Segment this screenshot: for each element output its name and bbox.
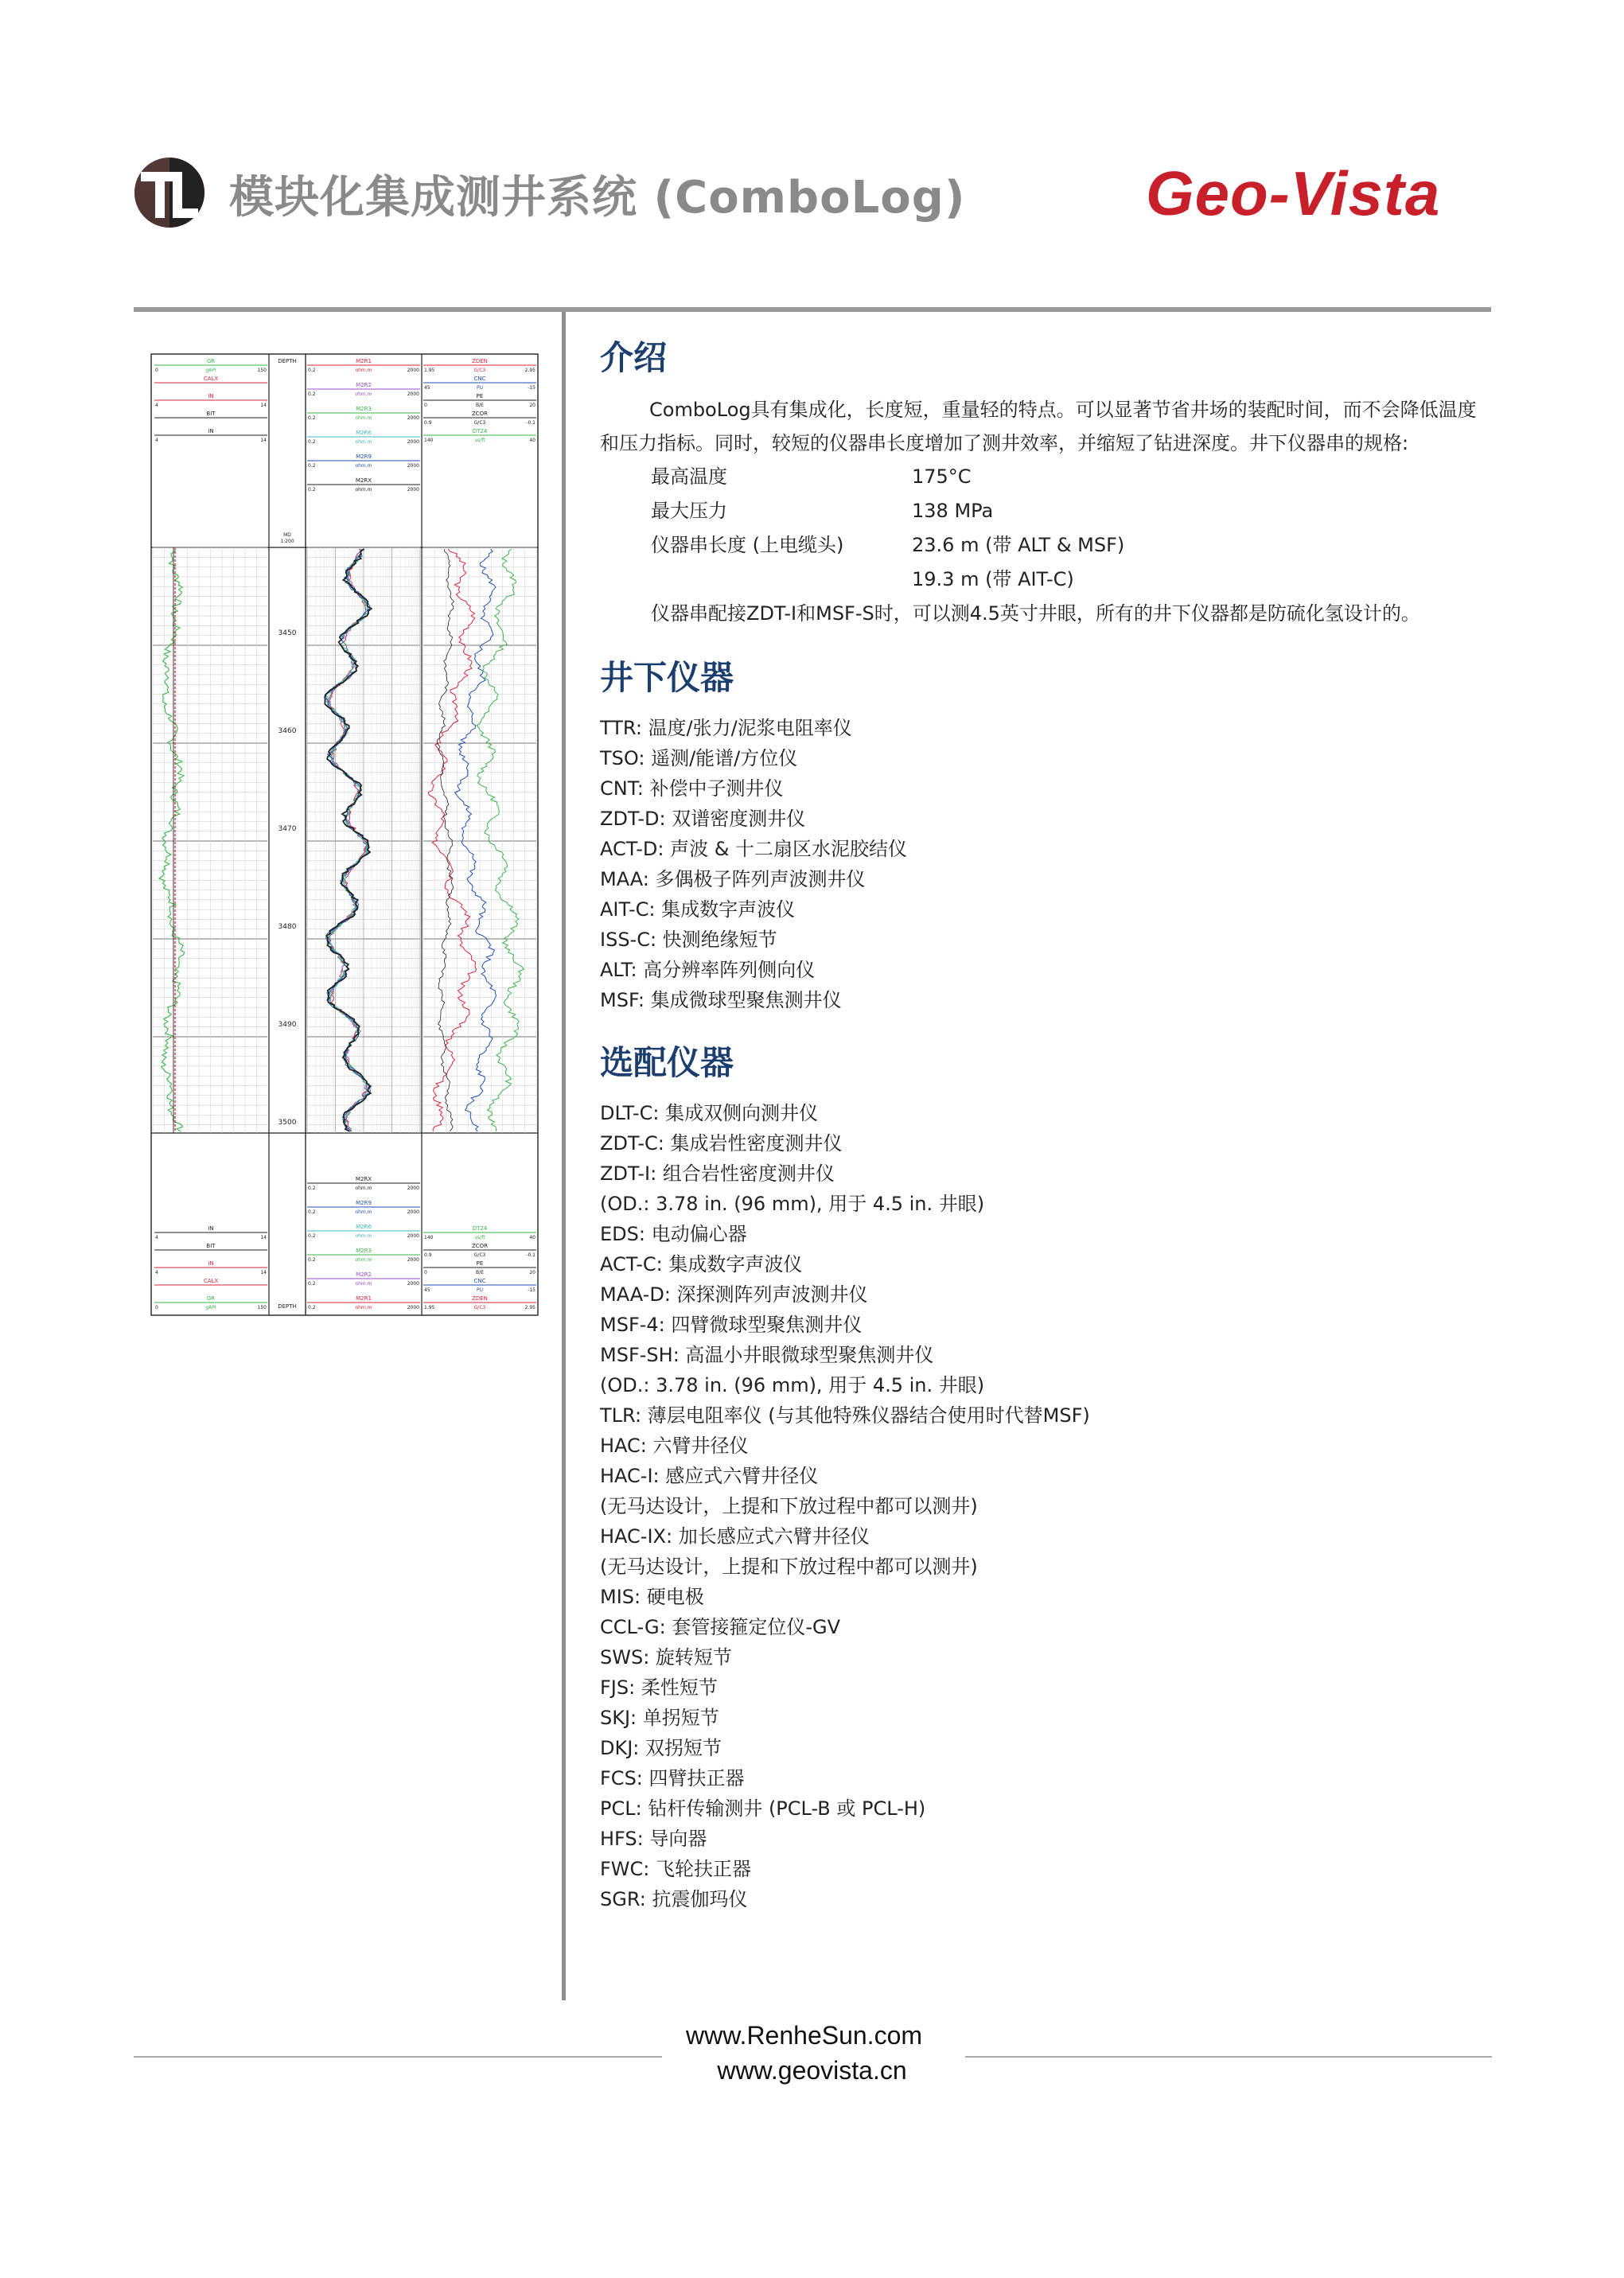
curve-unit: ohm.m	[355, 463, 372, 469]
curve-max: 40	[529, 1235, 535, 1240]
curve-unit: gAPI	[205, 368, 216, 373]
list-item: ISS-C: 快测绝缘短节	[600, 929, 777, 951]
curve-unit: G/C3	[473, 1305, 486, 1310]
list-item: DLT-C: 集成双侧向测井仪	[600, 1102, 819, 1124]
curve-min: 4	[155, 438, 158, 443]
curve-max: 2.95	[524, 368, 535, 373]
list-item: TLR: 薄层电阻率仪 (与其他特殊仪器结合使用时代替MSF)	[600, 1404, 1090, 1427]
curve-max: 14	[260, 1270, 267, 1275]
list-item: (无马达设计，上提和下放过程中都可以测井)	[600, 1495, 978, 1517]
curve-name: M2R3	[356, 406, 372, 412]
log-curve	[437, 549, 454, 1131]
downhole-heading: 井下仪器	[600, 658, 734, 697]
curve-min: 1.95	[424, 368, 435, 373]
curve-unit: G/C3	[473, 420, 486, 426]
curve-name: GR	[206, 1295, 216, 1302]
spec-row: 19.3 m (带 AIT-C)	[912, 568, 1074, 590]
list-item: AIT-C: 集成数字声波仪	[600, 898, 796, 921]
curve-min: 4	[155, 1235, 158, 1240]
curve-min: 45	[424, 385, 430, 391]
depth-tick-label: 3470	[278, 825, 297, 833]
list-item: PCL: 钻杆传输测井 (PCL-B 或 PCL-H)	[600, 1797, 926, 1820]
downhole-list	[600, 713, 1491, 1015]
depth-tick-label: 3460	[278, 727, 297, 735]
curve-unit: PU	[476, 385, 484, 391]
log-curve	[326, 549, 368, 1131]
curve-max: 20	[529, 1270, 535, 1275]
curve-unit: ohm.m	[355, 1233, 372, 1239]
curve-name: DT24	[472, 1225, 488, 1232]
curve-name: CALX	[203, 376, 219, 382]
log-curve	[455, 549, 497, 1131]
curve-max: 150	[257, 1305, 267, 1310]
curve-min: 0.2	[308, 368, 316, 373]
main-content	[600, 334, 1491, 1914]
curve-name: M2R6	[356, 430, 372, 436]
well-log-figure	[150, 353, 539, 1316]
curve-name: CALX	[203, 1278, 219, 1284]
curve-min: 0.2	[308, 439, 316, 445]
curve-max: 2000	[407, 463, 419, 469]
list-item: (OD.: 3.78 in. (96 mm), 用于 4.5 in. 井眼)	[600, 1193, 985, 1215]
curve-min: 0	[155, 368, 158, 373]
scale-label: 1:200	[280, 539, 294, 544]
list-item: SWS: 旋转短节	[600, 1646, 732, 1669]
list-item: MSF-SH: 高温小井眼微球型聚焦测井仪	[600, 1344, 934, 1366]
curve-min: 0.2	[308, 1257, 316, 1263]
curve-unit: ohm.m	[355, 1257, 372, 1263]
curve-min: 0.2	[308, 1281, 316, 1287]
footer-url-geovista[interactable]: www.geovista.cn	[717, 2056, 907, 2085]
curve-name: PE	[476, 393, 484, 399]
curve-min: 0	[424, 1270, 427, 1275]
curve-min: 1.95	[424, 1305, 435, 1310]
curve-min: 140	[424, 438, 434, 443]
depth-tick-label: 3500	[278, 1119, 297, 1127]
list-item: ZDT-D: 双谱密度测井仪	[600, 808, 806, 830]
list-item: MAA: 多偶极子阵列声波测井仪	[600, 868, 866, 890]
log-curve	[327, 549, 369, 1131]
curve-name: ZCOR	[471, 1243, 489, 1249]
page-title: 模块化集成测井系统 (ComboLog)	[229, 172, 966, 224]
list-item: ACT-C: 集成数字声波仪	[600, 1253, 803, 1275]
depth-tick-label: 3490	[278, 1021, 297, 1029]
curve-max: 2.95	[524, 1305, 535, 1310]
list-item: MSF-4: 四臂微球型聚焦测井仪	[600, 1314, 863, 1336]
curve-name: BIT	[206, 1243, 216, 1249]
curve-min: 0.9	[424, 420, 432, 426]
curve-unit: ohm.m	[355, 415, 372, 421]
curve-name: M2R2	[356, 1271, 372, 1278]
list-item: HAC-I: 感应式六臂井径仪	[600, 1465, 819, 1487]
curve-max: 2000	[407, 1257, 419, 1263]
curve-name: IN	[208, 1260, 214, 1267]
list-item: SKJ: 单拐短节	[600, 1707, 719, 1729]
curve-name: M2RX	[355, 1176, 372, 1182]
curve-min: 4	[155, 403, 158, 408]
curve-unit: G/C3	[473, 368, 486, 373]
curve-name: IN	[208, 393, 214, 399]
curve-max: 2000	[407, 391, 419, 397]
curve-max: -15	[528, 385, 535, 391]
curve-min: 0.2	[308, 1233, 316, 1239]
curve-max: 20	[529, 403, 535, 408]
curve-unit: ohm.m	[355, 1186, 372, 1191]
curve-name: M2R9	[356, 454, 372, 460]
curve-max: -0.1	[526, 1252, 535, 1258]
curve-min: 0	[424, 403, 427, 408]
curve-name: CNC	[473, 1278, 486, 1284]
curve-unit: ohm.m	[355, 487, 372, 493]
brand-logo-text: Geo-Vista	[1146, 158, 1441, 228]
curve-unit: ohm.m	[355, 1305, 372, 1310]
log-curve	[477, 549, 524, 1131]
list-item: ZDT-I: 组合岩性密度测井仪	[600, 1162, 835, 1185]
curve-name: M2R3	[356, 1248, 372, 1254]
curve-name: DT24	[472, 428, 488, 434]
list-item: TTR: 温度/张力/泥浆电阻率仪	[600, 717, 852, 739]
curve-max: -15	[528, 1287, 535, 1293]
curve-unit: ohm.m	[355, 1209, 372, 1215]
curve-max: 14	[260, 403, 267, 408]
curve-min: 0.2	[308, 463, 316, 469]
list-item: DKJ: 双拐短节	[600, 1737, 722, 1759]
curve-max: 2000	[407, 1186, 419, 1191]
curve-name: M2R1	[356, 1295, 372, 1302]
curve-name: GR	[206, 358, 216, 364]
curve-min: 0.9	[424, 1252, 432, 1258]
curve-max: 2000	[407, 1233, 419, 1239]
list-item: SGR: 抗震伽玛仪	[600, 1888, 748, 1910]
depth-tick-label: 3480	[278, 923, 297, 931]
curve-unit: ohm.m	[355, 1281, 372, 1287]
curve-min: 0.2	[308, 391, 316, 397]
optional-list	[600, 1098, 1491, 1914]
curve-max: 2000	[407, 1305, 419, 1310]
list-item: CCL-G: 套管接箍定位仪-GV	[600, 1616, 840, 1638]
curve-max: -0.1	[526, 420, 535, 426]
log-curve	[159, 549, 185, 1131]
list-item: ZDT-C: 集成岩性密度测井仪	[600, 1132, 843, 1155]
spec-row: 最大压力 138 MPa	[651, 500, 994, 522]
curve-name: M2R9	[356, 1200, 372, 1206]
spec-row: 仪器串长度 (上电缆头) 23.6 m (带 ALT & MSF)	[651, 534, 1125, 556]
curve-min: 140	[424, 1235, 434, 1240]
curve-max: 14	[260, 438, 267, 443]
curve-name: ZDEN	[472, 358, 488, 364]
curve-max: 2000	[407, 1209, 419, 1215]
list-item: (OD.: 3.78 in. (96 mm), 用于 4.5 in. 井眼)	[600, 1374, 985, 1396]
curve-min: 0	[155, 1305, 158, 1310]
curve-name: BIT	[206, 411, 216, 417]
list-item: ACT-D: 声波 & 十二扇区水泥胶结仪	[600, 838, 908, 860]
depth-header: DEPTH	[278, 358, 297, 364]
curve-max: 150	[257, 368, 267, 373]
curve-max: 2000	[407, 368, 419, 373]
curve-min: 0.2	[308, 487, 316, 493]
curve-name: PE	[476, 1260, 484, 1267]
list-item: FJS: 柔性短节	[600, 1676, 718, 1699]
list-item: MAA-D: 深探测阵列声波测井仪	[600, 1283, 868, 1306]
curve-unit: G/C3	[473, 1252, 486, 1258]
curve-max: 2000	[407, 415, 419, 421]
list-item: ALT: 高分辨率阵列侧向仪	[600, 959, 816, 981]
tl-circle-logo-icon	[133, 156, 206, 229]
list-item: CNT: 补偿中子测井仪	[600, 777, 784, 800]
curve-name: M2RX	[355, 477, 372, 484]
optional-heading: 选配仪器	[600, 1043, 734, 1082]
curve-unit: ohm.m	[355, 368, 372, 373]
curve-min: 0.2	[308, 415, 316, 421]
list-item: TSO: 遥测/能谱/方位仪	[600, 747, 798, 769]
spec-table	[600, 460, 1491, 597]
depth-tick-label: 3450	[278, 629, 297, 637]
curve-max: 14	[260, 1235, 267, 1240]
list-item: FCS: 四臂扶正器	[600, 1767, 745, 1789]
curve-name: M2R2	[356, 382, 372, 388]
curve-name: M2R6	[356, 1224, 372, 1230]
curve-unit: ohm.m	[355, 439, 372, 445]
curve-unit: us/ft	[474, 438, 485, 443]
curve-min: 0.2	[308, 1186, 316, 1191]
curve-unit: ohm.m	[355, 391, 372, 397]
curve-unit: PU	[476, 1287, 484, 1293]
curve-name: M2R1	[356, 358, 372, 364]
list-item: MSF: 集成微球型聚焦测井仪	[600, 989, 842, 1011]
depth-footer: DEPTH	[278, 1303, 297, 1310]
curve-name: IN	[208, 428, 214, 434]
curve-unit: us/ft	[474, 1235, 485, 1240]
intro-paragraph: ComboLog具有集成化，长度短，重量轻的特点。可以显著节省井场的装配时间，而不会降低温度和压力指标。同时，较短的仪器串长度增加了测井效率，并缩短了钻进深度。井下仪器串的规格:	[600, 399, 1477, 454]
list-item: HAC: 六臂井径仪	[600, 1435, 749, 1457]
curve-min: 4	[155, 1270, 158, 1275]
curve-name: CNC	[473, 376, 486, 382]
curve-max: 40	[529, 438, 535, 443]
list-item: EDS: 电动偏心器	[600, 1223, 747, 1245]
footer-url-renhesun[interactable]: www.RenheSun.com	[685, 2021, 923, 2050]
curve-min: 45	[424, 1287, 430, 1293]
curve-max: 2000	[407, 1281, 419, 1287]
list-item: MIS: 硬电极	[600, 1586, 704, 1608]
curve-name: ZCOR	[471, 411, 489, 417]
curve-min: 0.2	[308, 1209, 316, 1215]
column-divider	[562, 312, 566, 2000]
list-item: HFS: 导向器	[600, 1828, 707, 1850]
spec-row: 最高温度 175°C	[651, 465, 972, 488]
curve-name: IN	[208, 1225, 214, 1232]
list-item: HAC-IX: 加长感应式六臂井径仪	[600, 1525, 870, 1548]
curve-max: 2000	[407, 487, 419, 493]
curve-max: 2000	[407, 439, 419, 445]
header-divider	[134, 307, 1491, 312]
curve-unit: B/E	[476, 1270, 484, 1275]
curve-unit: gAPI	[205, 1305, 216, 1310]
curve-name: ZDEN	[472, 1295, 488, 1302]
scale-label: MD	[283, 532, 291, 538]
intro-note: 仪器串配接ZDT-I和MSF-S时，可以测4.5英寸井眼，所有的井下仪器都是防硫化氢设计的。	[651, 602, 1420, 625]
curve-min: 0.2	[308, 1305, 316, 1310]
curve-unit: B/E	[476, 403, 484, 408]
intro-heading: 介绍	[600, 338, 668, 377]
list-item: FWC: 飞轮扶正器	[600, 1858, 752, 1880]
list-item: (无马达设计，上提和下放过程中都可以测井)	[600, 1556, 978, 1578]
